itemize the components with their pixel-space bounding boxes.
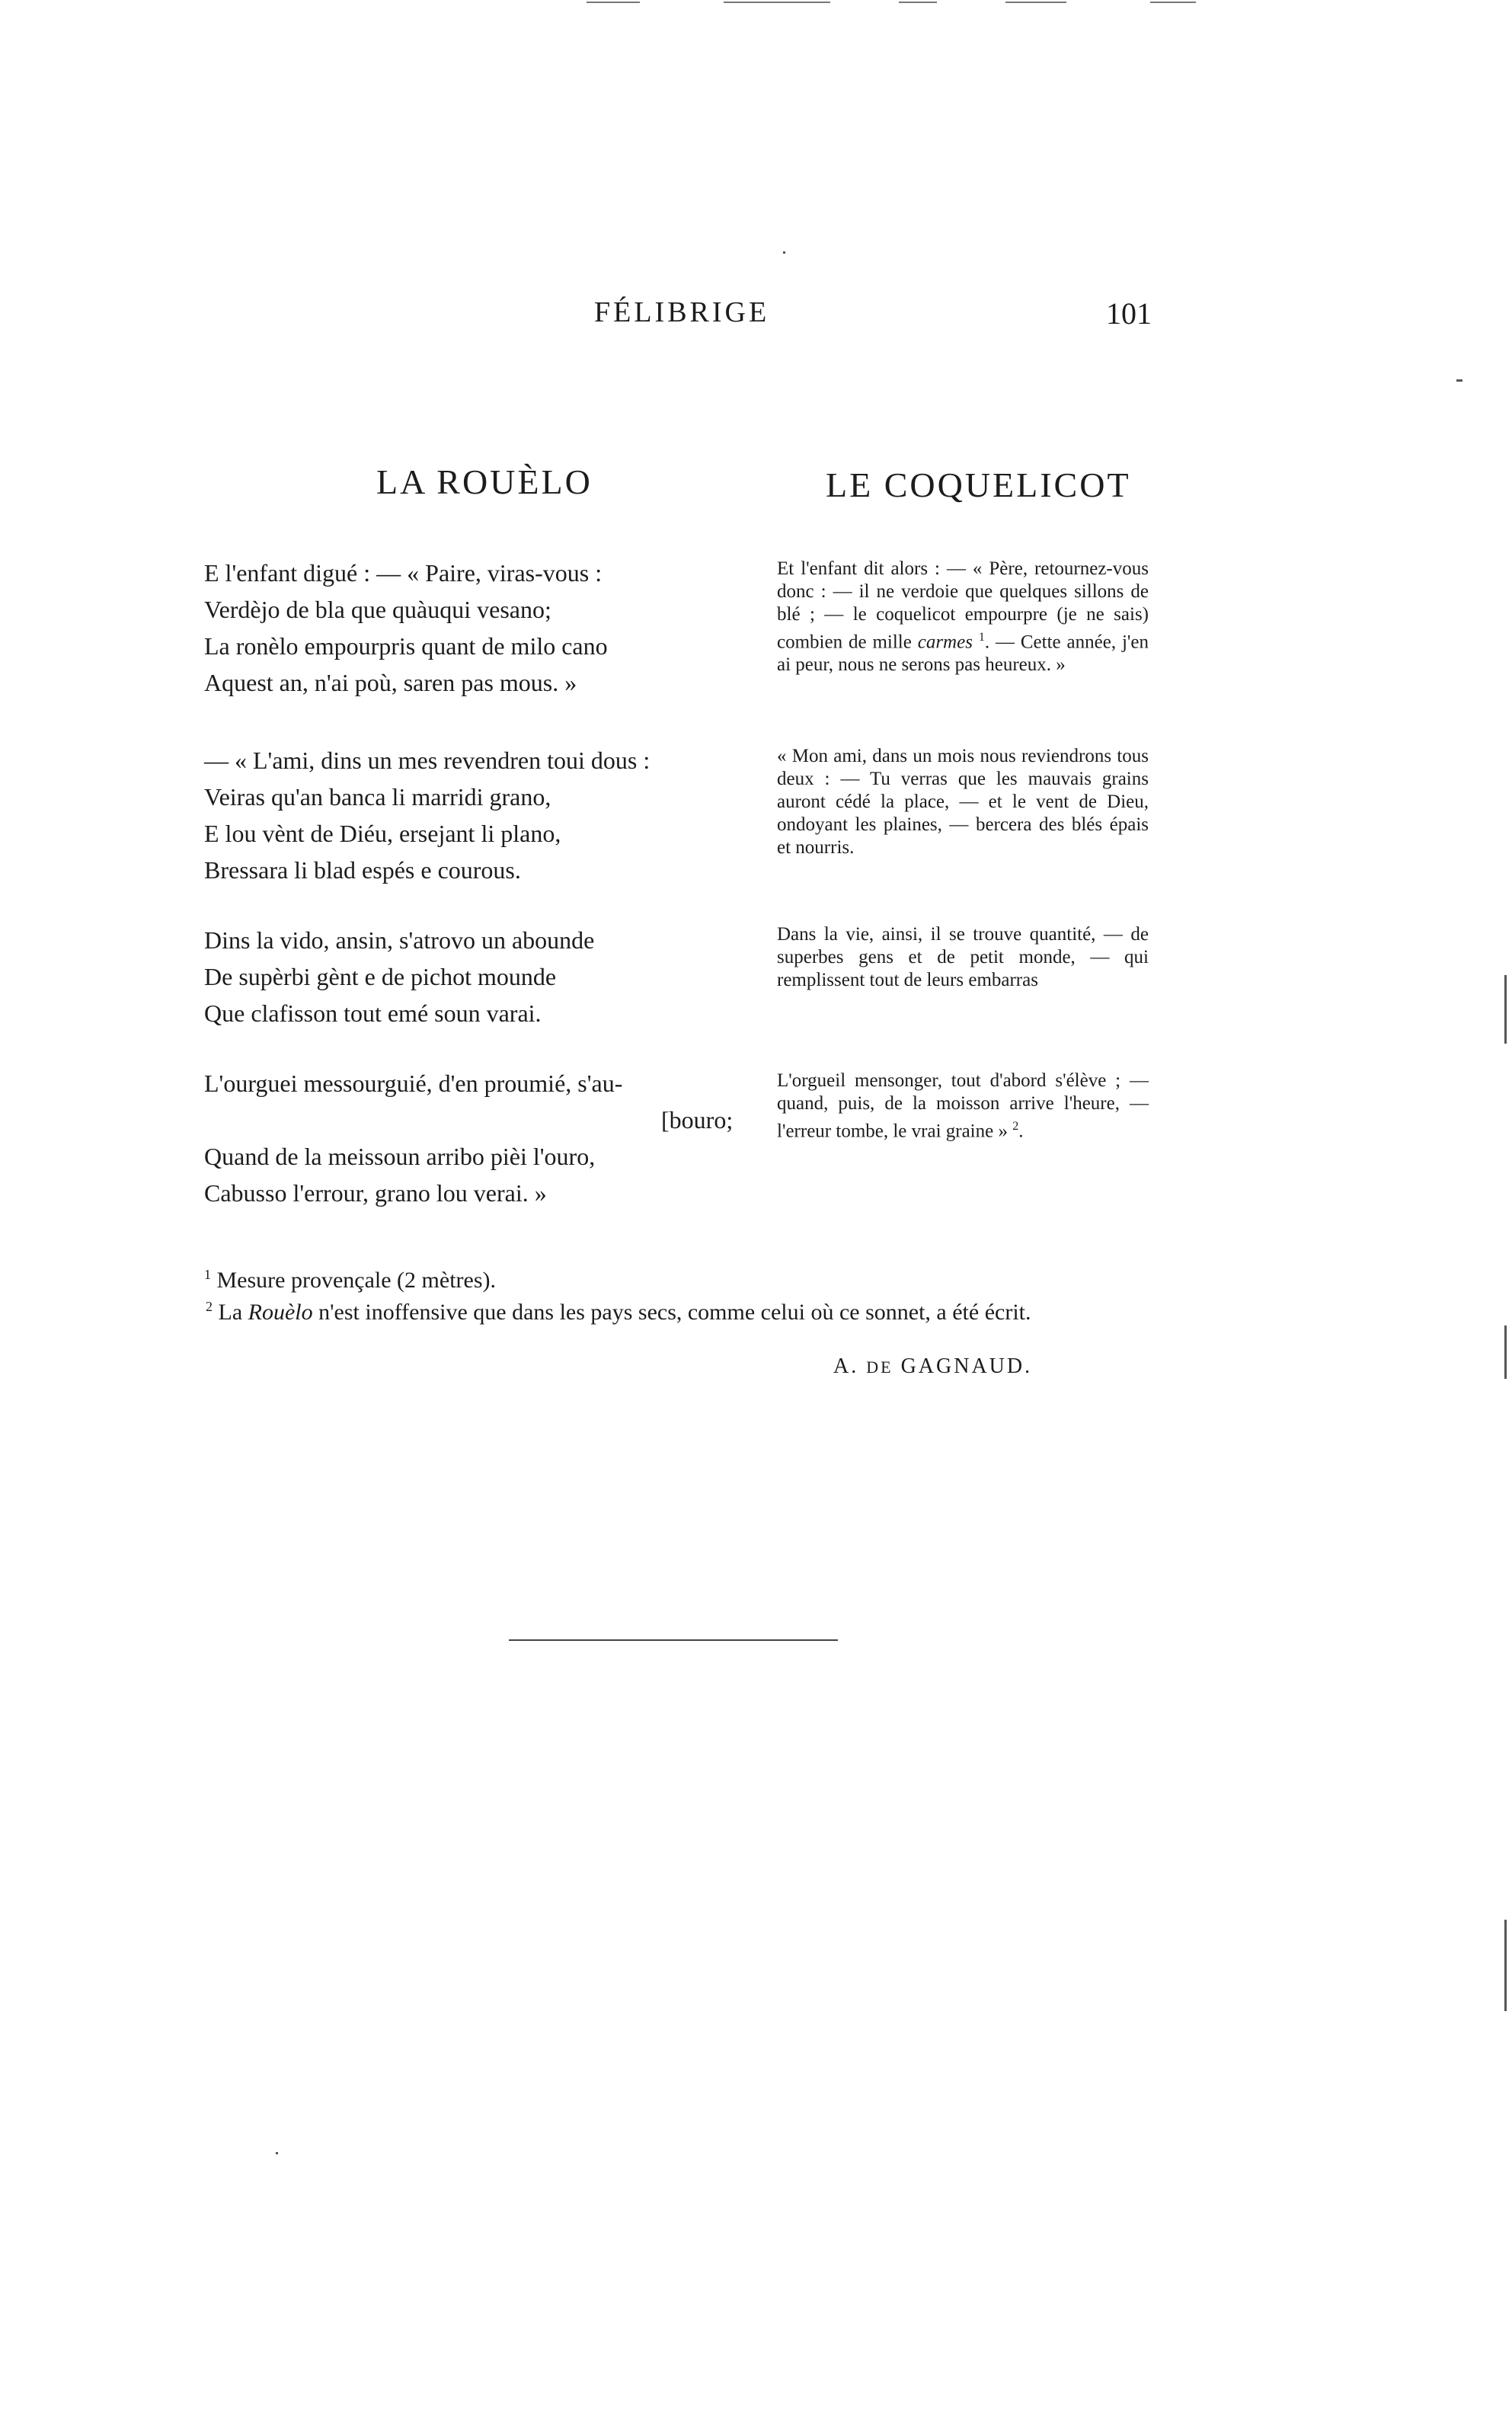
verse-line-runover: [bouro; (661, 1106, 734, 1134)
translation-paragraph-4: L'orgueil mensonger, tout d'abord s'élève ; — quand, puis, de la moisson arrive l'heure, — l'erreur tombe, le vrai graine » $^2$. (777, 1070, 1149, 1142)
verse-line: Dins la vido, ansin, s'atrovo un abounde (204, 926, 595, 954)
page-number: 101 (1106, 296, 1152, 331)
translation-paragraph-1: Et l'enfant dit alors : — « Père, retournez-vous donc : — il ne verdoie que quelques sillons de blé ; — le coquelicot empourpre (je ne sais) combien de mille carmes $^1$. — Cette année, j'en ai peur, nous ne serons pas heureux. » (777, 558, 1149, 676)
verse-line: Quand de la meissoun arribo pièi l'ouro, (204, 1143, 596, 1170)
scan-artifact (1504, 1920, 1507, 2011)
verse-line: Bressara li blad espés e courous. (204, 856, 521, 884)
stanza-1 (204, 555, 608, 701)
stanza-4 (204, 1065, 733, 1211)
translation-paragraph-3: Dans la vie, ainsi, il se trouve quantité, — de superbes gens et de petit monde, — qui remplissent tout de leurs embarras (777, 924, 1149, 990)
scan-artifact (899, 2, 937, 3)
scan-artifact (1456, 379, 1462, 382)
verse-line: La ronèlo empourpris quant de milo cano (204, 632, 608, 660)
scan-artifact (1504, 975, 1507, 1044)
verse-line: Veiras qu'an banca li marridi grano, (204, 783, 551, 811)
verse-line: Que clafisson tout emé soun varai. (204, 999, 542, 1027)
verse-line: De supèrbi gènt e de pichot mounde (204, 963, 557, 990)
translation-paragraph-2: « Mon ami, dans un mois nous reviendrons tous deux : — Tu verras que les mauvais grains auront cédé la place, — et le vent de Dieu, ondoyant les plaines, — bercera des blés épais et nourris. (777, 746, 1149, 858)
footnote-2: $^2$ La Rouèlo n'est inoffensive que dans les pays secs, comme celui où ce sonnet, a été écrit. (206, 1299, 1031, 1325)
stanza-3 (204, 922, 594, 1031)
verse-line: E l'enfant digué : — « Paire, viras-vous : (204, 559, 603, 587)
verse-line: Cabusso l'errour, grano lou verai. » (204, 1179, 547, 1207)
scan-artifact (1005, 2, 1066, 3)
scan-artifact (783, 251, 785, 254)
translation-title: LE COQUELICOT (826, 465, 1131, 504)
scan-artifact (724, 2, 830, 3)
verse-line: Aquest an, n'ai poù, saren pas mous. » (204, 669, 577, 696)
verse-line: — « L'ami, dins un mes revendren toui dous : (204, 747, 651, 774)
section-divider (509, 1639, 838, 1641)
scan-artifact (1504, 1326, 1507, 1379)
running-title: FÉLIBRIGE (594, 296, 770, 328)
scan-artifact (276, 2152, 278, 2154)
verse-line: L'ourguei messourguié, d'en proumié, s'au- (204, 1070, 623, 1097)
stanza-2 (204, 742, 650, 888)
poem-title: LA ROUÈLO (376, 462, 593, 501)
signature: A. DE GAGNAUD. (833, 1354, 1033, 1378)
footnote-1: $^1$ Mesure provençale (2 mètres). (204, 1267, 497, 1293)
scan-artifact (587, 2, 640, 3)
scan-artifact (1150, 2, 1196, 3)
verse-line: Verdèjo de bla que quàuqui vesano; (204, 596, 551, 623)
verse-line: E lou vènt de Diéu, ersejant li plano, (204, 820, 561, 847)
